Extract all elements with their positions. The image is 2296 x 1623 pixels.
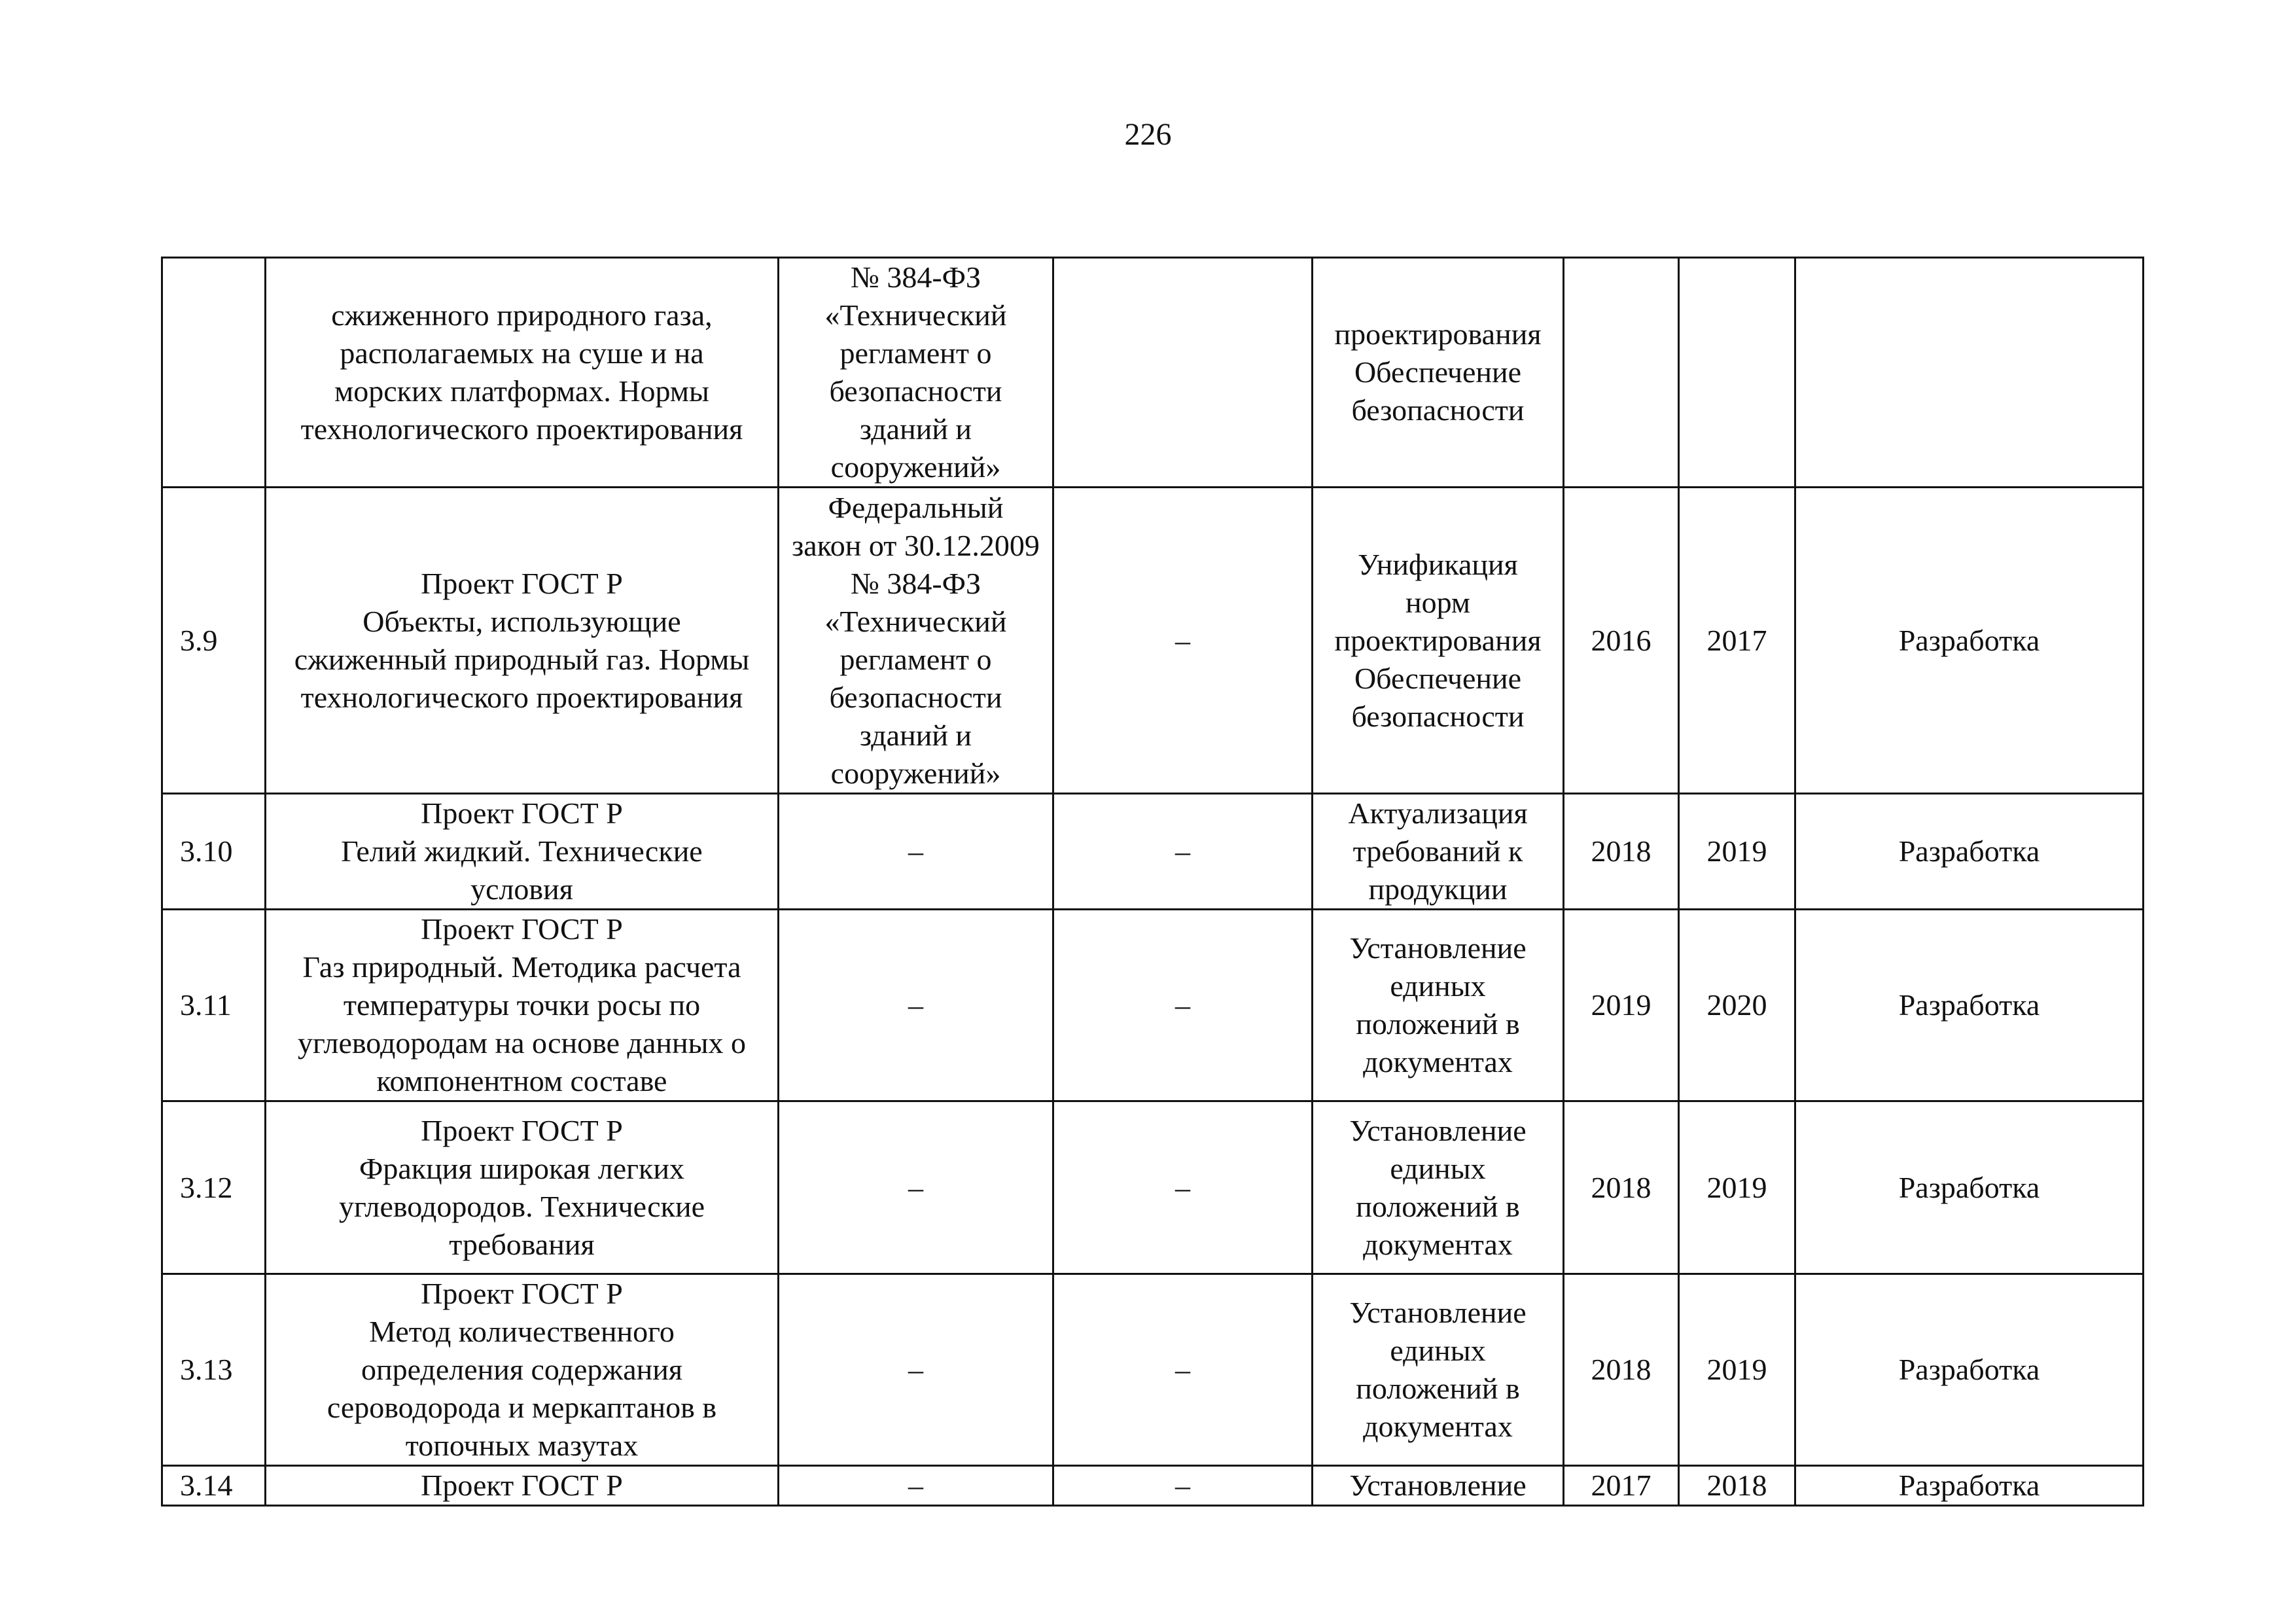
type-text: Разработка (1898, 834, 2040, 868)
cell-name (266, 1466, 779, 1506)
table-row (162, 1274, 2144, 1466)
cell-basis (779, 488, 1053, 794)
basis-line: – (908, 1170, 923, 1204)
cell-goal (1313, 258, 1564, 488)
goal-line: проектирования (1334, 623, 1542, 657)
goal-line: Установление (1349, 1296, 1527, 1329)
table-row (162, 1466, 2144, 1506)
num-text: 3.11 (180, 988, 232, 1022)
cell-end-year (1679, 794, 1795, 910)
end-text: 2019 (1706, 1353, 1767, 1386)
cell-related (1053, 794, 1313, 910)
start-text: 2017 (1591, 1469, 1651, 1502)
basis-line: регламент о (839, 336, 992, 370)
cell-basis (779, 1274, 1053, 1466)
num-text: 3.12 (180, 1170, 233, 1204)
related-line: – (1175, 623, 1190, 657)
cell-number (162, 258, 266, 488)
cell-related (1053, 1274, 1313, 1466)
goal-line: проектирования (1334, 317, 1542, 351)
name-line: Проект ГОСТ Р (421, 796, 623, 830)
cell-number (162, 1274, 266, 1466)
cell-name (266, 258, 779, 488)
cell-related (1053, 1466, 1313, 1506)
cell-goal (1313, 1466, 1564, 1506)
cell-work-type (1795, 1274, 2144, 1466)
cell-name (266, 488, 779, 794)
end-text: 2020 (1706, 988, 1767, 1022)
start-text: 2016 (1591, 623, 1651, 657)
goal-line: норм (1405, 585, 1471, 619)
basis-line: безопасности (829, 374, 1002, 408)
basis-line: регламент о (839, 642, 992, 676)
name-line: морских платформах. Нормы (334, 374, 709, 408)
goal-line: требований к (1352, 834, 1523, 868)
name-line: сероводорода и меркаптанов в (327, 1391, 717, 1424)
cell-number (162, 1466, 266, 1506)
cell-name (266, 1101, 779, 1274)
name-line: Гелий жидкий. Технические (341, 834, 703, 868)
basis-line: зданий и (859, 412, 972, 446)
end-text: 2018 (1706, 1469, 1767, 1502)
name-line: Газ природный. Методика расчета (302, 950, 741, 984)
cell-basis (779, 794, 1053, 910)
name-line: компонентном составе (376, 1064, 667, 1097)
page-number: 226 (1124, 117, 1172, 152)
start-text: 2019 (1591, 988, 1651, 1022)
cell-end-year (1679, 910, 1795, 1101)
table-row (162, 794, 2144, 910)
name-line: Проект ГОСТ Р (421, 912, 623, 946)
cell-end-year (1679, 488, 1795, 794)
basis-line: «Технический (824, 298, 1007, 332)
cell-related (1053, 488, 1313, 794)
cell-number (162, 794, 266, 910)
cell-name (266, 1274, 779, 1466)
cell-work-type (1795, 1101, 2144, 1274)
basis-line: № 384-ФЗ (850, 566, 981, 600)
cell-work-type (1795, 1466, 2144, 1506)
cell-start-year (1564, 258, 1679, 488)
cell-work-type (1795, 794, 2144, 910)
related-line: – (1175, 988, 1190, 1022)
goal-line: Обеспечение (1354, 661, 1522, 695)
table-row (162, 910, 2144, 1101)
start-text: 2018 (1591, 834, 1651, 868)
end-text: 2019 (1706, 834, 1767, 868)
basis-line: закон от 30.12.2009 (792, 528, 1040, 562)
name-line: Проект ГОСТ Р (421, 1469, 623, 1502)
cell-goal (1313, 488, 1564, 794)
basis-line: – (908, 1469, 923, 1502)
table-row (162, 488, 2144, 794)
basis-line: № 384-ФЗ (850, 260, 981, 294)
type-text: Разработка (1898, 1469, 2040, 1502)
num-text: 3.9 (180, 623, 218, 657)
name-line: сжиженного природного газа, (331, 298, 713, 332)
cell-start-year (1564, 1101, 1679, 1274)
cell-related (1053, 1101, 1313, 1274)
cell-work-type (1795, 488, 2144, 794)
type-text: Разработка (1898, 1353, 2040, 1386)
name-line: Фракция широкая легких (359, 1151, 684, 1185)
cell-end-year (1679, 1466, 1795, 1506)
related-line: – (1175, 1353, 1190, 1386)
name-line: углеводородам на основе данных о (297, 1026, 747, 1060)
basis-line: сооружений» (830, 756, 1001, 790)
cell-work-type (1795, 910, 2144, 1101)
goal-line: единых (1390, 969, 1486, 1003)
goal-line: положений в (1356, 1189, 1520, 1223)
name-line: Объекты, использующие (362, 604, 681, 638)
cell-name (266, 910, 779, 1101)
cell-end-year (1679, 258, 1795, 488)
cell-basis (779, 1101, 1053, 1274)
num-text: 3.10 (180, 834, 233, 868)
goal-line: единых (1390, 1151, 1486, 1185)
basis-line: Федеральный (828, 490, 1004, 524)
name-line: Проект ГОСТ Р (421, 1113, 623, 1147)
name-line: топочных мазутах (405, 1429, 639, 1462)
start-text: 2018 (1591, 1353, 1651, 1386)
name-line: Проект ГОСТ Р (421, 1277, 623, 1310)
cell-start-year (1564, 910, 1679, 1101)
standards-table (161, 257, 2144, 1507)
table-row (162, 1101, 2144, 1274)
cell-basis (779, 910, 1053, 1101)
type-text: Разработка (1898, 623, 2040, 657)
basis-line: безопасности (829, 680, 1002, 714)
goal-line: документах (1363, 1227, 1513, 1261)
goal-line: Установление (1349, 1113, 1527, 1147)
cell-work-type (1795, 258, 2144, 488)
goal-line: Установление (1349, 931, 1527, 965)
cell-goal (1313, 910, 1564, 1101)
goal-line: документах (1363, 1410, 1513, 1443)
table-row (162, 258, 2144, 488)
basis-line: – (908, 1353, 923, 1386)
goal-line: продукции (1368, 872, 1508, 906)
name-line: определения содержания (361, 1353, 683, 1386)
cell-related (1053, 910, 1313, 1101)
table-body (162, 258, 2144, 1506)
goal-line: Актуализация (1348, 796, 1528, 830)
goal-line: Унификация (1358, 547, 1518, 581)
num-text: 3.13 (180, 1353, 233, 1386)
cell-basis (779, 258, 1053, 488)
name-line: технологического проектирования (300, 680, 743, 714)
name-line: располагаемых на суше и на (340, 336, 704, 370)
cell-number (162, 1101, 266, 1274)
goal-line: Установление (1349, 1469, 1527, 1502)
type-text: Разработка (1898, 988, 2040, 1022)
basis-line: сооружений» (830, 450, 1001, 484)
cell-start-year (1564, 1466, 1679, 1506)
cell-start-year (1564, 488, 1679, 794)
cell-goal (1313, 1101, 1564, 1274)
name-line: требования (449, 1227, 595, 1261)
related-line: – (1175, 1469, 1190, 1502)
cell-basis (779, 1466, 1053, 1506)
end-text: 2019 (1706, 1170, 1767, 1204)
basis-line: зданий и (859, 718, 972, 752)
name-line: углеводородов. Технические (338, 1189, 705, 1223)
end-text: 2017 (1706, 623, 1767, 657)
name-line: технологического проектирования (300, 412, 743, 446)
cell-goal (1313, 794, 1564, 910)
cell-number (162, 488, 266, 794)
goal-line: документах (1363, 1045, 1513, 1079)
name-line: Метод количественного (369, 1315, 675, 1348)
goal-line: единых (1390, 1334, 1486, 1367)
basis-line: – (908, 988, 923, 1022)
goal-line: положений в (1356, 1372, 1520, 1405)
goal-line: безопасности (1351, 393, 1525, 427)
related-line: – (1175, 834, 1190, 868)
start-text: 2018 (1591, 1170, 1651, 1204)
cell-end-year (1679, 1274, 1795, 1466)
goal-line: положений в (1356, 1007, 1520, 1041)
name-line: температуры точки росы по (343, 988, 701, 1022)
name-line: сжиженный природный газ. Нормы (294, 642, 750, 676)
cell-number (162, 910, 266, 1101)
basis-line: «Технический (824, 604, 1007, 638)
cell-start-year (1564, 1274, 1679, 1466)
cell-end-year (1679, 1101, 1795, 1274)
num-text: 3.14 (180, 1469, 233, 1502)
goal-line: Обеспечение (1354, 355, 1522, 389)
name-line: условия (470, 872, 573, 906)
type-text: Разработка (1898, 1170, 2040, 1204)
cell-name (266, 794, 779, 910)
goal-line: безопасности (1351, 699, 1525, 733)
cell-start-year (1564, 794, 1679, 910)
cell-related (1053, 258, 1313, 488)
basis-line: – (908, 834, 923, 868)
cell-goal (1313, 1274, 1564, 1466)
related-line: – (1175, 1170, 1190, 1204)
name-line: Проект ГОСТ Р (421, 566, 623, 600)
